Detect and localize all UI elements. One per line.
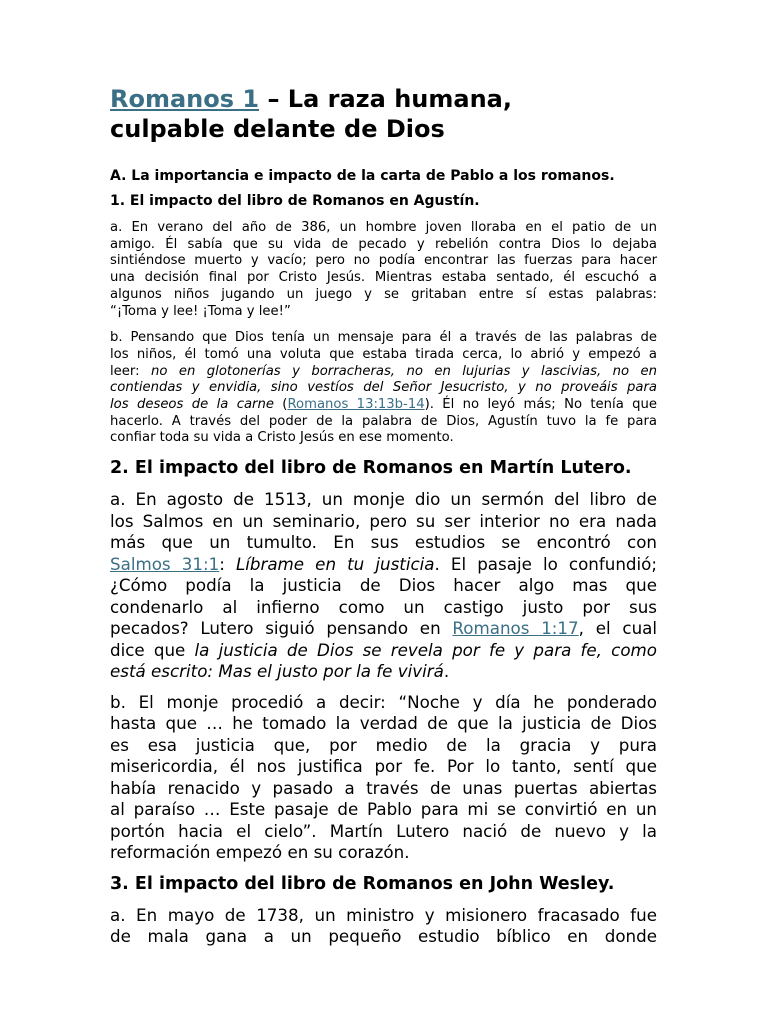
text-line: al paraíso … Este pasaje de Pablo para mi se convirtió en un (110, 799, 657, 820)
page-title (110, 84, 657, 144)
text-line: algunos niños jugando un juego y se gritaban entre sí estas palabras: (110, 286, 657, 302)
text-line: b. Pensando que Dios tenía un mensaje para él a través de las palabras de (110, 330, 657, 346)
text-line (110, 661, 657, 683)
text-line: más que un tumulto. En sus estudios se encontró con (110, 532, 657, 553)
paragraph-1a (110, 220, 657, 320)
paragraph-2a (110, 489, 657, 683)
text-span: ). Él no leyó más; No tenía que (424, 397, 657, 413)
text-line: sintiéndose muerto y vacío; pero no podía encontrar las fuerzas para hacer (110, 253, 657, 269)
heading-section-a: A. La importancia e impacto de la carta de Pablo a los romanos. (110, 168, 615, 184)
scripture-quote: la justicia de Dios se revela por fe y para fe, como (194, 639, 658, 660)
text-span: . El pasaje lo confundió; (434, 553, 657, 574)
text-line: a. En agosto de 1513, un monje dio un sermón del libro de (110, 489, 657, 510)
paragraph-1b (110, 330, 657, 447)
text-line: una decisión final por Cristo Jesús. Mientras estaba sentado, él escuchó a (110, 270, 657, 286)
text-span: ( (273, 397, 288, 413)
text-line: los niños, él tomó una voluta que estaba tirada cerca, lo abrió y empezó a (110, 346, 657, 362)
scripture-quote: está escrito: Mas el justo por la fe vivirá (110, 661, 444, 682)
text-line: ¿Cómo podía la justicia de Dios hacer algo mas que (110, 575, 657, 596)
paragraph-3a (110, 905, 657, 948)
text-line: los Salmos en un seminario, pero su ser interior no era nada (110, 510, 657, 531)
title-link-romanos-1[interactable]: Romanos 1 (110, 85, 260, 113)
heading-section-3: 3. El impacto del libro de Romanos en John Wesley. (110, 873, 615, 894)
text-span: pecados? Lutero siguió pensando en (110, 618, 453, 639)
text-span: leer: (110, 363, 151, 379)
text-span: dice que (110, 639, 195, 660)
text-line (110, 554, 657, 576)
text-line: confiar toda su vida a Cristo Jesús en ese momento. (110, 430, 454, 446)
text-span: . (443, 661, 450, 682)
scripture-quote: no en glotonerías y borracheras, no en lujurias y lascivias, no en (150, 363, 658, 379)
heading-section-2: 2. El impacto del libro de Romanos en Martín Lutero. (110, 458, 632, 479)
text-line: había renacido y pasado a través de unas puertas abiertas (110, 777, 657, 798)
text-line: condenarlo al infierno como un castigo justo por sus (110, 596, 657, 617)
text-line: es esa justicia que, por medio de la gracia y pura (110, 734, 657, 755)
text-line: hasta que … he tomado la verdad de que la justicia de Dios (110, 713, 657, 734)
text-line (110, 397, 657, 414)
text-line: “¡Toma y lee! ¡Toma y lee!” (110, 303, 291, 319)
text-line: misericordia, él nos justifica por fe. Por lo tanto, sentí que (110, 756, 657, 777)
title-rest: – La raza humana, (259, 85, 512, 113)
paragraph-2b (110, 692, 657, 864)
link-romanos-13-13b-14[interactable]: Romanos 13:13b-14 (287, 397, 425, 413)
scripture-quote: Líbrame en tu justicia (235, 553, 435, 574)
scripture-quote: los deseos de la carne (110, 397, 274, 413)
text-line: reformación empezó en su corazón. (110, 842, 410, 863)
scripture-quote: contiendas y envidia, sino vestíos del Señor Jesucristo, y no proveáis para (110, 380, 657, 396)
text-line (110, 640, 657, 662)
heading-section-1: 1. El impacto del libro de Romanos en Agustín. (110, 193, 480, 209)
text-line: b. El monje procedió a decir: “Noche y día he ponderado (110, 691, 657, 712)
text-span: , el cual (578, 618, 658, 639)
title-line-2: culpable delante de Dios (110, 115, 445, 143)
text-line: portón hacia el cielo”. Martín Lutero nació de nuevo y la (110, 820, 657, 841)
text-line: amigo. Él sabía que su vida de pecado y rebelión contra Dios lo dejaba (110, 236, 657, 252)
text-line: hacerlo. A través del poder de la palabra de Dios, Agustín tuvo la fe para (110, 413, 657, 429)
text-span: : (219, 553, 236, 574)
link-romanos-1-17[interactable]: Romanos 1:17 (452, 618, 579, 639)
text-line: a. En verano del año de 386, un hombre joven lloraba en el patio de un (110, 220, 657, 235)
text-line (110, 618, 657, 640)
text-line (110, 364, 657, 381)
link-salmos-31-1[interactable]: Salmos 31:1 (110, 553, 220, 574)
document-page (110, 84, 657, 948)
text-line (110, 380, 657, 397)
text-line: de mala gana a un pequeño estudio bíblico en donde (110, 926, 657, 947)
text-line: a. En mayo de 1738, un ministro y misionero fracasado fue (110, 904, 657, 925)
